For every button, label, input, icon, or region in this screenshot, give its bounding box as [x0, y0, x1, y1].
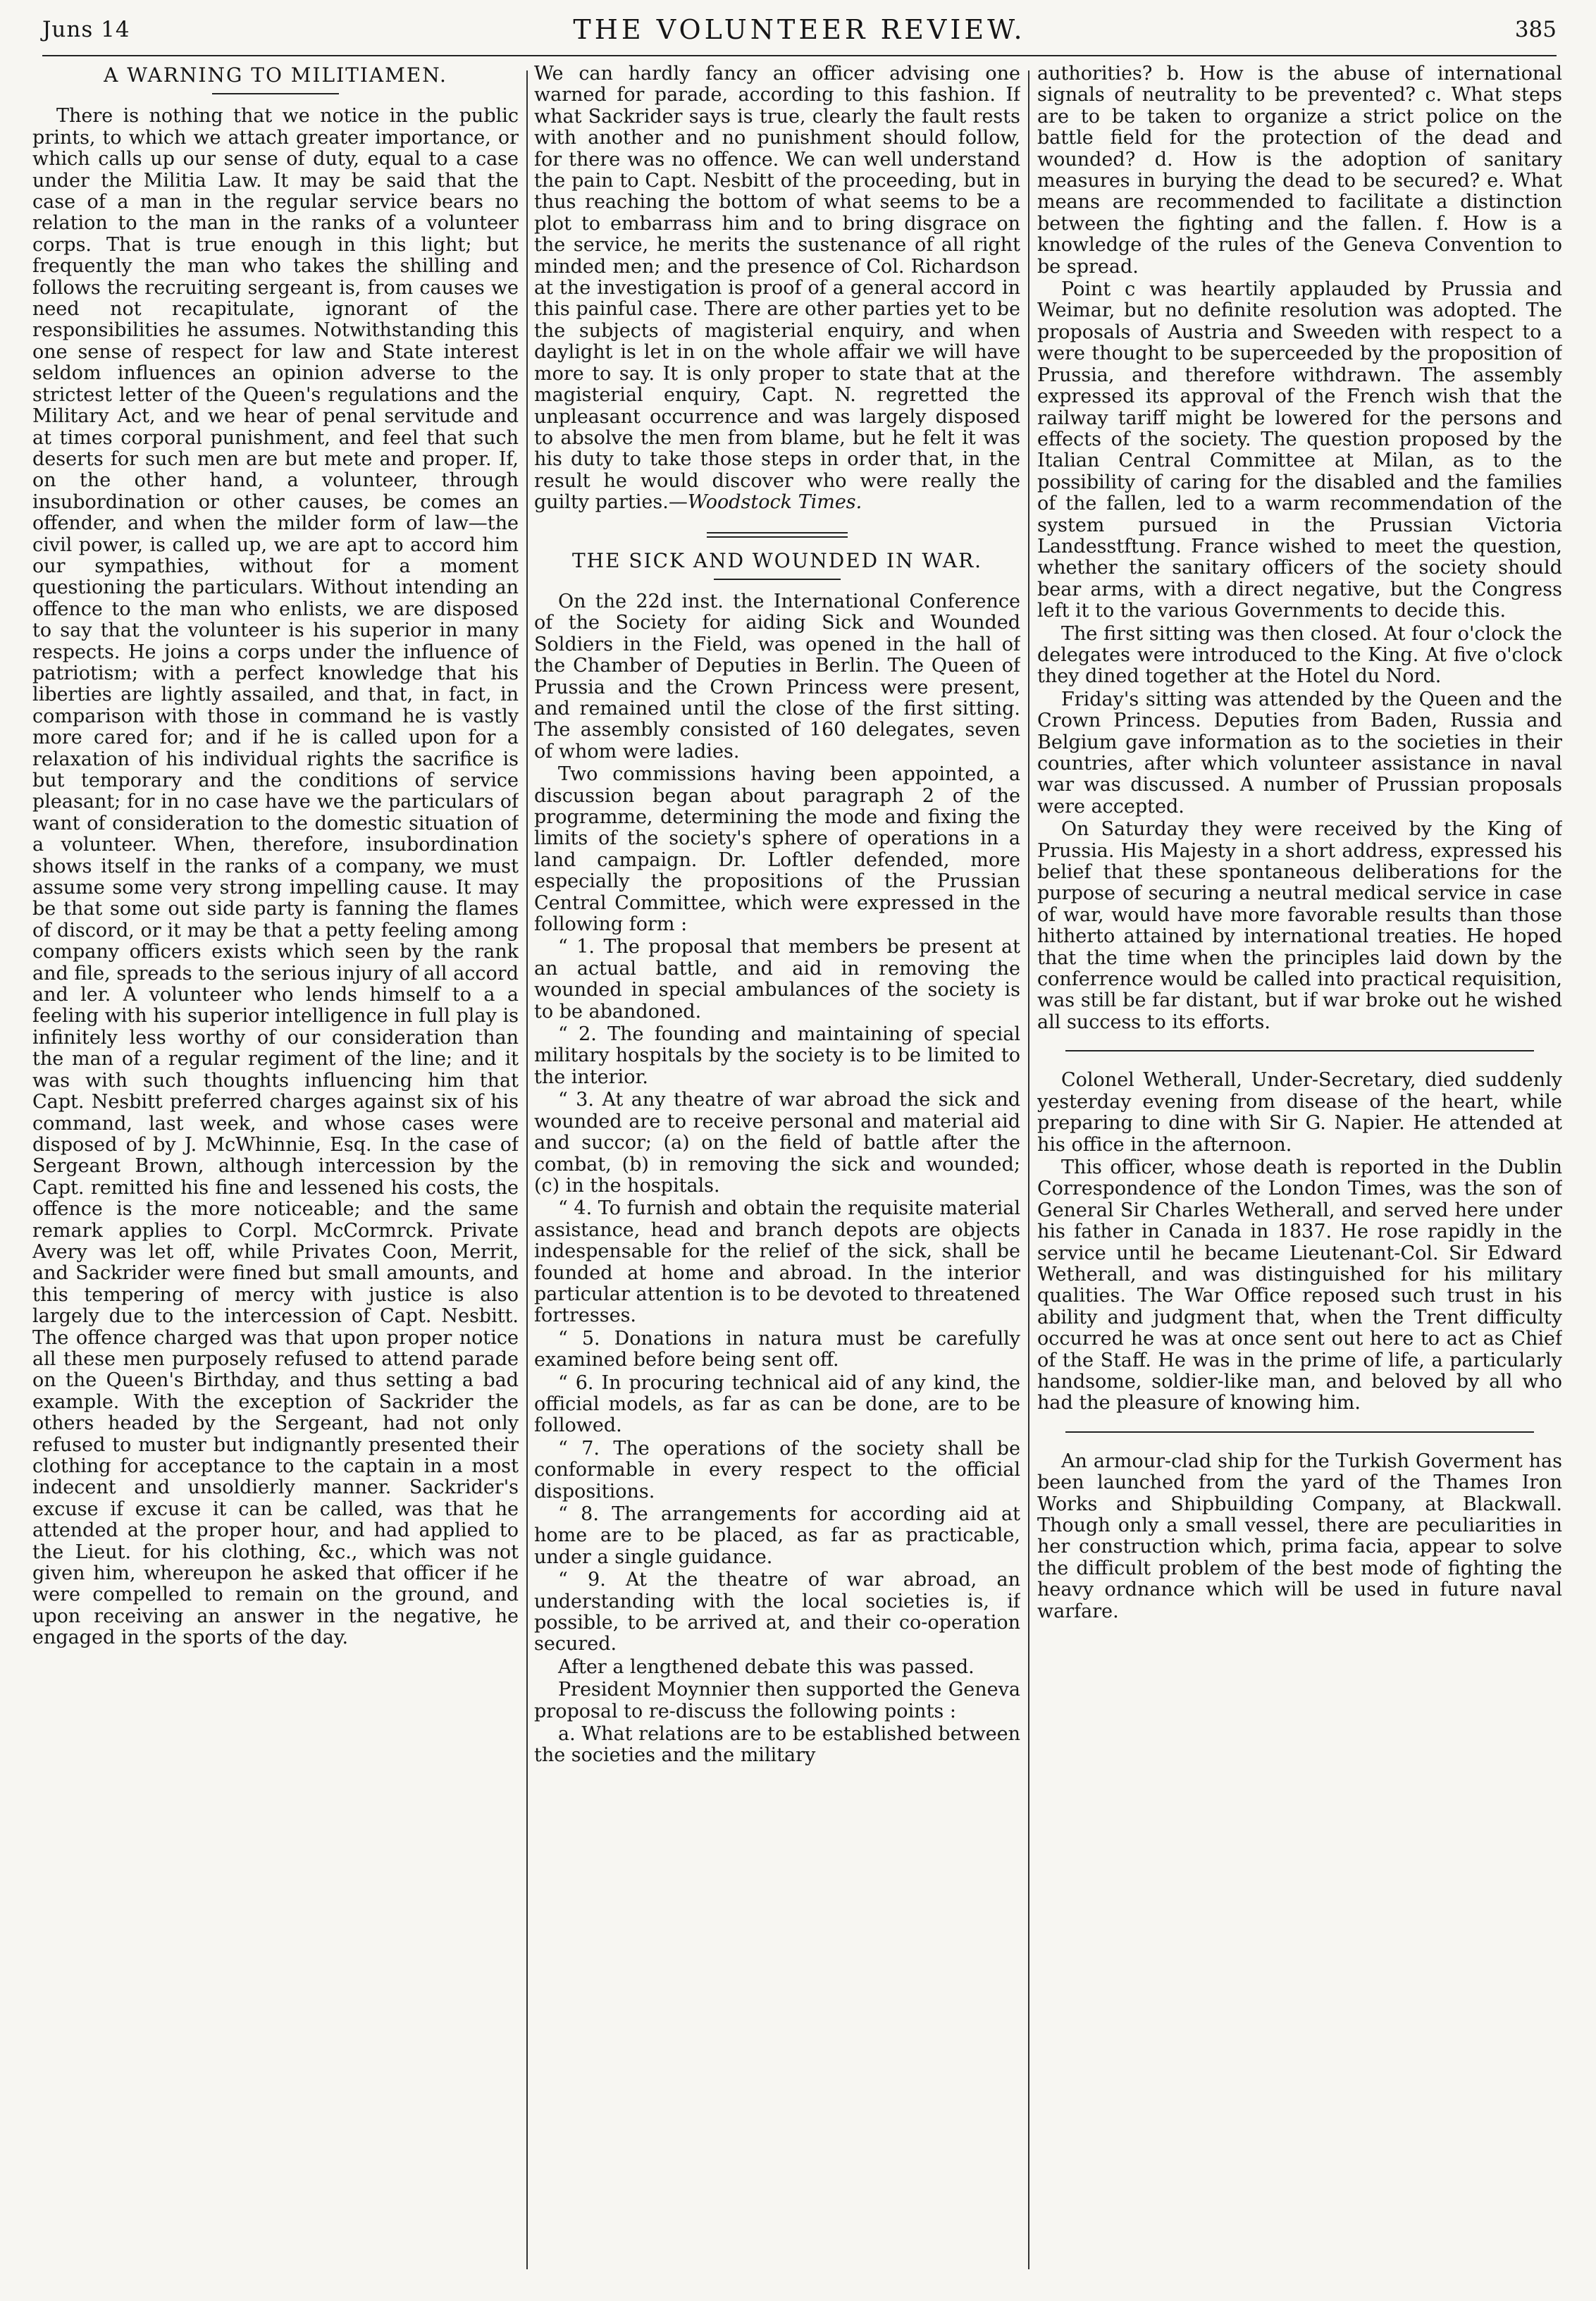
article-paragraph: On the 22d inst. the International Conference of the Society for aiding Sick and Wounded Soldiers in the Field, was opened in the hall of the Chamber of Deputies in Berlin. The Queen of Prussia and the Crown Princess were present, and remained until the close of the first sitting. The assembly consisted of 160 delegates, seven of whom were ladies.: [534, 590, 1020, 763]
article-separator: [1065, 1431, 1534, 1433]
list-item: “ 9. At the theatre of war abroad, an understanding with the local societies is, if possible, to be arrived at, and their co-operation secured.: [534, 1569, 1020, 1655]
header-rule: [42, 55, 1557, 56]
article-paragraph: Friday's sitting was attended by the Queen and the Crown Princess. Deputies from Baden, Russia and Belgium gave information as to the societies in their countries, after which volunteer assistance in naval war was discussed. A number of Prussian proposals were accepted.: [1037, 688, 1562, 818]
article-paragraph: There is nothing that we notice in the public prints, to which we attach greater importance, or which calls up our sense of duty, equal to a case under the Militia Law. It may be said that the case of a man in the regular service bears no relation to the man in the ranks of a volunteer corps. That is true enough in this light; but frequently the man who takes the shilling and follows the recruiting sergeant is, from causes we need not recapitulate, ignorant of the responsibilities he assumes. Notwithstanding this one sense of respect for law and State interest seldom influences an opinion adverse to the strictest letter of the Queen's regulations and the Military Act, and we hear of penal servitude and at times corporal punishment, and feel that such deserts for such men are but mete and proper. If, on the other hand, a volunteer, through insubordination or other causes, be comes an offender, and when the milder form of law—the civil power, is called up, we are apt to accord him our sympathies, without for a moment questioning the particulars. Without intending an offence to the man who enlists, we are disposed to say that the volunteer is his superior in many respects. He joins a corps under the influence of patriotism; with a perfect knowledge that his liberties are lightly assailed, and that, in fact, in comparison with those in command he is vastly more cared for; and if he is called upon for a relaxation of his individual rights the sacrifice is but temporary and the conditions of service pleasant; for in no case have we the particulars of want of consideration to the domestic situation of a volunteer. When, therefore, insubordination shows itself in the ranks of a company, we must assume some very strong impelling cause. It may be that some out side party is fanning the flames of discord, or it may be that a petty feeling among company officers exists which seen by the rank and file, spreads to the serious injury of all accord and ler. A volunteer who lends himself to a a feeling with his superior intelligence in full play is infinitely less worthy of our consideration than the man of a regular regiment of the line; and it was with such thoughts influencing him that Capt. Nesbitt preferred charges against six of his command, last week, and whose cases were disposed of by J. McWhinnie, Esq. In the case of Sergeant Brown, although intercession by the Capt. remitted his fine and lessened his costs, the offence is the more noticeable; and the same remark applies to Corpl. McCormrck. Private Avery was let off, while Privates Coon, Merrit, and Sackrider were fined but small amounts, and this tempering of mercy with justice is also largely due to the intercession of Capt. Nesbitt. The offence charged was that upon proper notice all these men purposely refused to attend parade on the Queen's Birthday, and thus setting a bad example. With the exception of Sackrider the others headed by the Sergeant, had not only refused to muster but indignantly presented their clothing for acceptance to the captain in a most indecent and unsoldierly manner. Sackrider's excuse if excuse it can be called, was that he attended at the proper hour, and had applied to the Lieut. for his clothing, &c., which was not given him, whereupon he asked that officer if he were compelled to remain on the ground, and upon receiving an answer in the negative, he engaged in the sports of the day.: [32, 105, 519, 1649]
list-item: “ 6. In procuring technical aid of any kind, the official models, as far as can be done, are to be followed.: [534, 1371, 1020, 1437]
newspaper-title: THE VOLUNTEER REVIEW.: [573, 14, 1026, 45]
heading-rule: [714, 579, 841, 580]
article-paragraph: Point c was heartily applauded by Prussia and Weimar, but no definite resolution was adopted. The proposals of Austria and Sweeden with respect to a were thought to be superceeded by the proposition of Prussia, and therefore withdrawn. The assembly expressed its approval of the French wish that the railway tariff might be lowered for the persons and effects of the society. The question proposed by the Italian Central Committee at Milan, as to the possibility of caring for the disabled and the families of the fallen, led to a warm recommendation of the system pursued in the Prussian Victoria Landesstftung. France wished to meet the question, whether the sanitary officers of the society should bear arms, with a direct negative, but the Congress left it to the various Governments to decide this.: [1037, 278, 1562, 622]
list-item: “ 3. At any theatre of war abroad the sick and wounded are to receive personal and material aid and succor; (a) on the field of battle after the combat, (b) in removing the sick and wounded; (c) in the hospitals.: [534, 1089, 1020, 1197]
column-rule: [526, 70, 528, 2269]
list-item: “ 1. The proposal that members be present at an actual battle, and aid in removing the wounded in special ambulances of the society is to be abandoned.: [534, 936, 1020, 1023]
article-paragraph: The first sitting was then closed. At four o'clock the delegates were introduced to the King. At five o'clock they dined together at the Hotel du Nord.: [1037, 622, 1562, 688]
article-paragraph: Two commissions having been appointed, a discussion began about paragraph 2 of the programme, determining the mode and fixing the limits of the society's sphere of operations in a land campaign. Dr. Loftler defended, more especially the propositions of the Prussian Central Committee, which were expressed in the following form :: [534, 763, 1020, 936]
paragraph-text: We can hardly fancy an officer advising one warned for parade, according to this fashion. If what Sackrider says is true, clearly the fault rests with another and no punishment should follow, for there was no offence. We can well understand the pain to Capt. Nesbitt of the proceeding, but in thus reaching the bottom of what seems to be a plot to embarrass him and to bring disgrace on the service, he merits the sustenance of all right minded men; and the presence of Col. Richardson at the investigation is proof of a general accord in this painful case. There are other parties yet to be the subjects of magisterial enquiry, and when daylight is let in on the whole affair we will have more to say. It is only proper to state that at the magisterial enquiry, Capt. N. regretted the unpleasant occurrence and was largely disposed to absolve the men from blame, but he felt it was his duty to take those steps in order that, in the result he would discover who were really the guilty parties.—: [534, 63, 1020, 514]
article-separator: [1065, 1050, 1534, 1051]
article-heading: A WARNING TO MILITIAMEN.: [104, 63, 447, 87]
article-separator: [707, 532, 848, 538]
column-1: [32, 63, 519, 2283]
article-paragraph: authorities? b. How is the abuse of international signals of neutrality to be prevented? c. What steps are to be taken to organize a strict police on the battle field for the protection of the dead and wounded? d. How is the adoption of sanitary measures in burying the dead to be secured? e. What means are recommended to facilitate a distinction between the fighting and the fallen. f. How is a knowledge of the rules of the Geneva Convention to be spread.: [1037, 63, 1562, 278]
column-2: [534, 63, 1020, 2283]
list-item: “ 4. To furnish and obtain the requisite material assistance, head and branch depots are objects indespensable for the relief of the sick, shall be founded at home and abroad. In the interior particular attention is to be devoted to threatened fortresses.: [534, 1197, 1020, 1327]
article-paragraph: Colonel Wetherall, Under-Secretary, died suddenly yesterday evening from disease of the heart, while preparing to dine with Sir G. Napier. He attended at his office in the afternoon.: [1037, 1069, 1562, 1156]
list-item: “ 5. Donations in natura must be carefully examined before being sent off.: [534, 1327, 1020, 1371]
source-credit: Woodstock Times.: [687, 491, 862, 514]
list-item: “ 7. The operations of the society shall be conformable in every respect to the official dispositions.: [534, 1437, 1020, 1503]
column-3: [1037, 63, 1562, 2283]
page-number: 385: [1514, 17, 1557, 42]
article-paragraph: [534, 63, 1020, 514]
list-item: “ 2. The founding and maintaining of special military hospitals by the society is to be limited to the interior.: [534, 1023, 1020, 1088]
page-header: [42, 10, 1557, 61]
article-paragraph: a. What relations are to be established between the societies and the military: [534, 1723, 1020, 1767]
article-paragraph: On Saturday they were received by the King of Prussia. His Majesty in a short address, expressed his belief that these spontaneous deliberations for the purpose of securing a neutral medical service in case of war, would have more favorable results than those hitherto attained by international treaties. He hoped that the time when the principles laid down by the conferrence would be called into practical requisition, was still be far distant, but if war broke out he wished all success to its efforts.: [1037, 818, 1562, 1033]
column-rule: [1028, 70, 1029, 2269]
article-heading: THE SICK AND WOUNDED IN WAR.: [571, 548, 983, 572]
article-paragraph: President Moynnier then supported the Geneva proposal to re-discuss the following points :: [534, 1679, 1020, 1722]
article-paragraph: An armour-clad ship for the Turkish Goverment has been launched from the yard of the Thames Iron Works and Shipbuilding Company, at Blackwall. Though only a small vessel, there are peculiarities in her construction which, prima facia, appear to solve the difficult problem of the best mode of fighting the heavy ordnance which will be used in future naval warfare.: [1037, 1450, 1562, 1622]
article-paragraph: After a lengthened debate this was passed.: [558, 1655, 975, 1678]
list-item: “ 8. The arrangements for according aid at home are to be placed, as far as practicable, under a single guidance.: [534, 1503, 1020, 1568]
heading-rule: [212, 93, 339, 94]
issue-date: Juns 14: [42, 17, 130, 42]
article-paragraph: This officer, whose death is reported in the Dublin Correspondence of the London Times, was the son of General Sir Charles Wetherall, and served here under his father in Canada in 1837. He rose rapidly in the service until he became Lieutenant-Col. Sir Edward Wetherall, and was distinguished for his military qualities. The War Office reposed such trust in his ability and judgment that, when the Trent difficulty occurred he was at once sent out here to act as Chief of the Staff. He was in the prime of life, a particularly handsome, soldier-like man, and beloved by all who had the pleasure of knowing him.: [1037, 1156, 1562, 1414]
